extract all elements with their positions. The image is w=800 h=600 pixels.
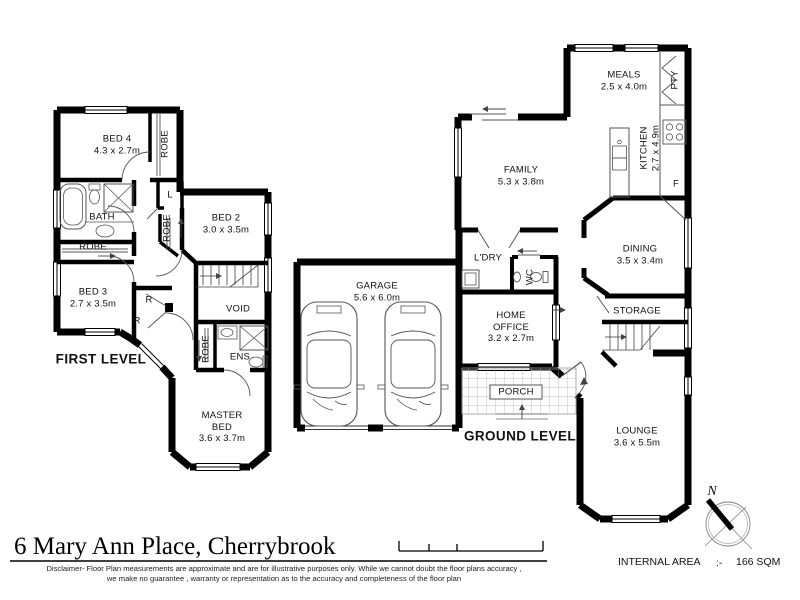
room-label-master-bed [193,410,251,445]
room-label-bed4 [82,134,152,157]
room-name: GARAGE [356,280,398,292]
room-label-wc: WC [524,268,536,286]
scale-bar [399,541,543,551]
compass-icon [705,500,752,549]
room-dims: 5.6 x 6.0m [353,292,401,303]
room-dims: 4.3 x 2.7m [93,145,141,156]
disclaimer-line2: we make no guarantee , warranty or representation as to the accuracy and completeness of the floor plan [106,574,462,583]
room-label-meals [584,70,664,93]
car-icon [294,302,364,426]
room-label-family [481,165,561,188]
room-dims: 2.5 x 4.0m [600,81,648,92]
room-label-bath: BATH [89,211,115,223]
room-label-garage [337,281,417,304]
room-label-bed3 [58,287,128,310]
room-label-storage: STORAGE [613,305,661,317]
internal-area-value: 166 SQM [736,556,781,568]
ground-level-windows [455,45,692,523]
room-label-porch: PORCH [498,386,534,398]
room-label-laundry: L'DRY [474,252,502,264]
room-label-robe-bed4: ROBE [159,130,171,158]
room-label-home-office [484,310,538,345]
compass-north-label: N [707,484,717,499]
room-label-ens: ENS [229,351,251,363]
room-name: LOUNGE [616,425,658,437]
room-label-robe-bed2: ROBE [161,214,173,242]
room-name: DINING [622,243,658,255]
car-icon [378,302,448,426]
room-name: BED 3 [78,286,108,298]
room-dims: 5.3 x 3.8m [497,176,545,187]
room-label-r1: R [145,294,153,306]
room-dims: 3.5 x 3.4m [616,255,664,266]
room-label-linen: L [167,189,173,201]
room-name: BED 4 [102,133,132,145]
page-title: 6 Mary Ann Place, Cherrybrook [14,533,336,560]
room-name: BED 2 [211,212,241,224]
room-dims-kitchen: 2.7 x 4.9m [650,124,662,172]
room-label-kitchen: KITCHEN [638,126,650,170]
first-level-stairs [196,265,258,287]
room-label-fridge: F [672,178,680,190]
room-name: FAMILY [503,164,539,176]
room-label-bed2 [191,213,261,236]
internal-area-label: INTERNAL AREA [618,556,701,568]
room-name: MEALS [607,69,641,81]
room-label-robe-ens: ROBE [200,335,212,363]
disclaimer-line1: Disclaimer- Floor Plan measurements are approximate and are for illustrative purposes only. While we cannot doubt the floor plans accuracy , [46,564,522,573]
room-label-pantry: PTY [669,70,681,90]
room-dims: 3.6 x 5.5m [613,437,661,448]
room-label-lounge [597,426,677,449]
room-name: HOME OFFICE [492,309,530,333]
room-dims: 3.6 x 3.7m [198,432,246,444]
room-dims: 3.2 x 2.7m [487,332,535,344]
room-label-robe-hall: ROBE [79,241,107,253]
ground-level-stairs [602,324,660,350]
room-label-r2: R [133,315,141,327]
room-label-dining [600,244,680,267]
laundry-fixtures [462,270,479,288]
room-label-void: VOID [225,303,251,315]
internal-area-separator: :- [716,557,723,569]
room-dims: 2.7 x 3.5m [69,298,117,309]
room-name: MASTER BED [201,409,243,433]
room-dims: 3.0 x 3.5m [202,224,250,235]
section-label-ground-level: GROUND LEVEL [463,428,577,444]
section-label-first-level: FIRST LEVEL [55,351,147,367]
